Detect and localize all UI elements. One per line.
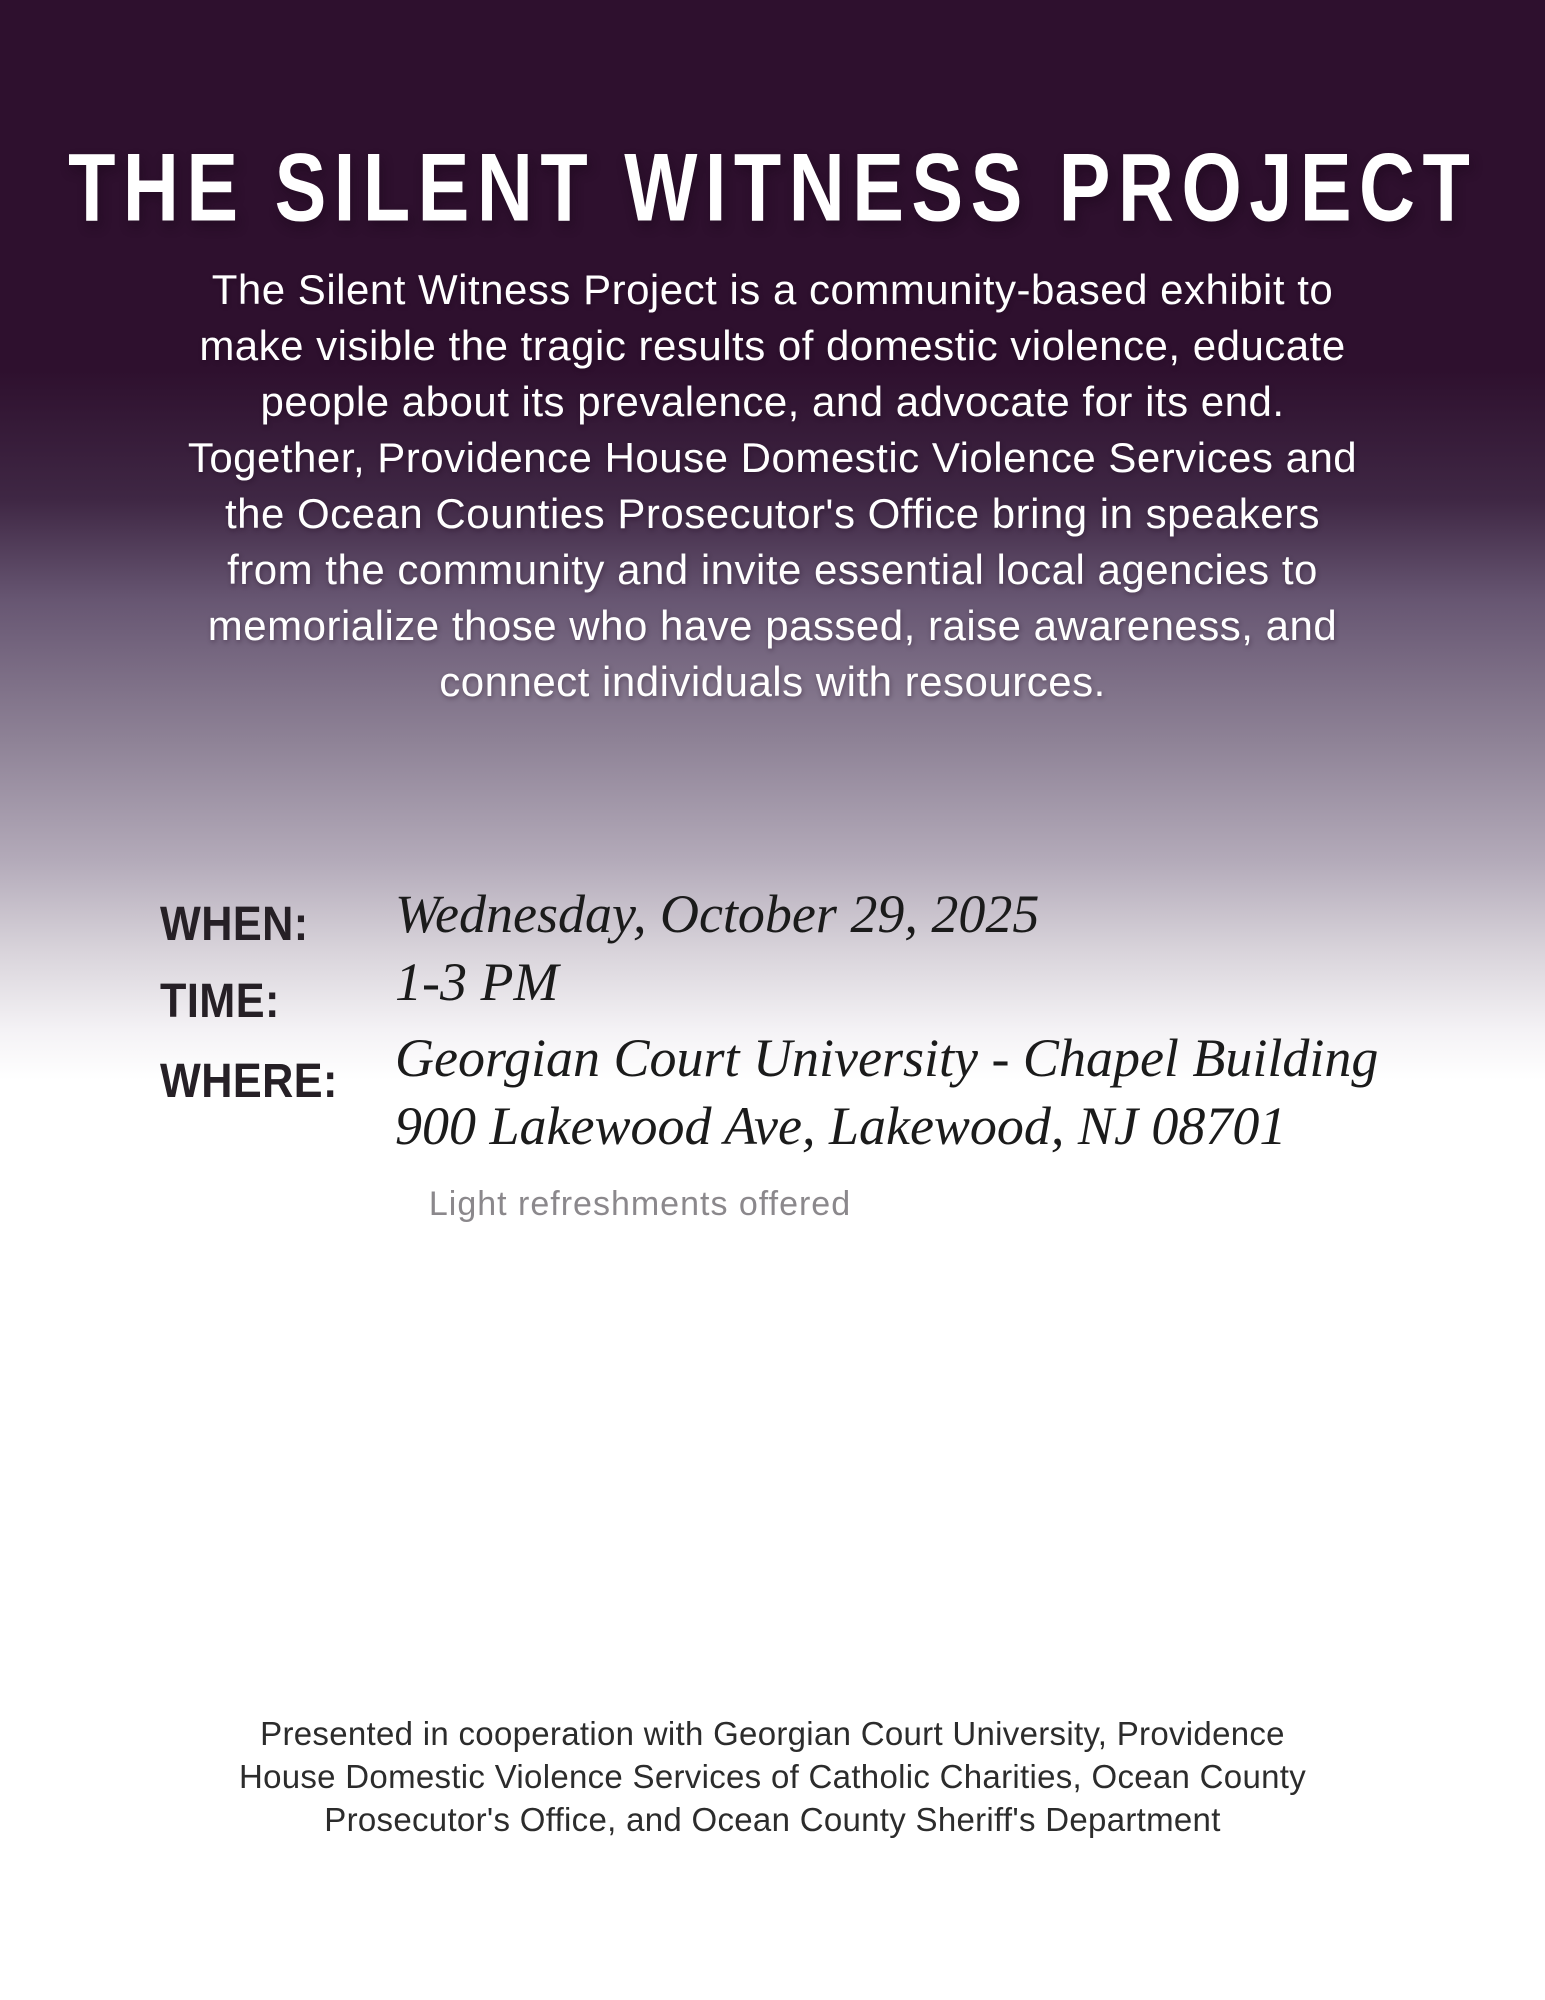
where-label: WHERE: [160,1055,338,1108]
where-value [395,1024,1378,1160]
footer-credits: Presented in cooperation with Georgian Court University, Providence House Domestic Violence Services of Catholic Charities, Ocean County Prosecutor's Office, and Ocean County Sheriff's Department [238,1715,1307,1838]
time-label: TIME: [160,975,280,1028]
intro-paragraph: The Silent Witness Project is a community-based exhibit to make visible the tragic results of domestic violence, educate people about its prevalence, and advocate for its end. Together, Providence House Domestic Violence Services and the Ocean Counties Prosecutor's Office bring in speakers from the community and invite essential local agencies to memorialize those who have passed, raise awareness, and connect individuals with resources. [187,266,1358,705]
refreshments-note: Light refreshments offered [428,1185,852,1223]
where-value-line1: Georgian Court University - Chapel Building [395,1028,1379,1088]
title-area [0,134,1545,242]
where-value-line2: 900 Lakewood Ave, Lakewood, NJ 08701 [395,1096,1287,1156]
time-value: 1-3 PM [395,952,559,1012]
when-value: Wednesday, October 29, 2025 [395,884,1040,944]
when-label: WHEN: [160,898,309,951]
event-details [395,880,1378,1160]
page-title: THE SILENT WITNESS PROJECT [67,134,1478,242]
